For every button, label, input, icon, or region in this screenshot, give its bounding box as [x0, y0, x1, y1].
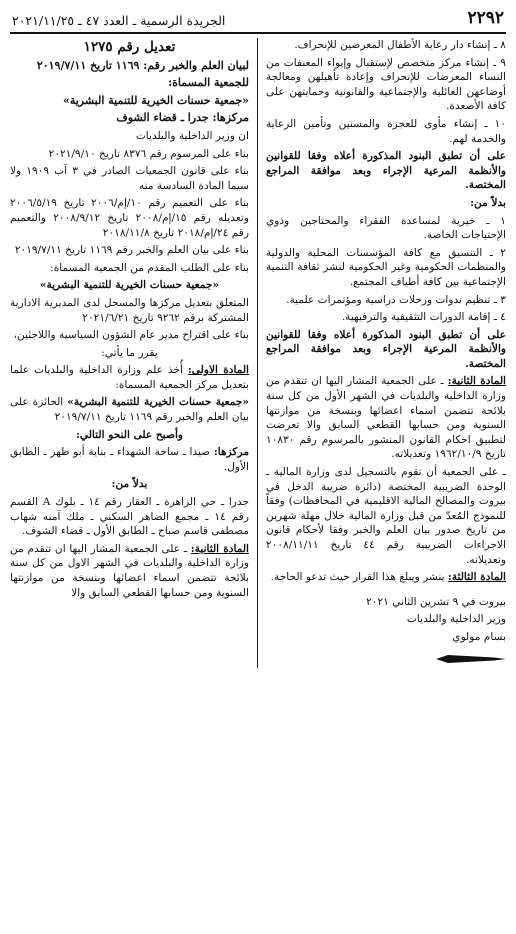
gazette-title: الجريدة الرسمية ـ العدد ٤٧ ـ ٢٠٢١/١١/٢٥ [12, 13, 226, 28]
signature-block [266, 595, 506, 645]
association-name-3: «جمعية حسنات الخيرية للتنمية البشرية» [67, 396, 249, 409]
old-item-1: ١ ـ خيرية لمساعدة الفقراء والمحتاجين وذوي الإحتياجات الخاصة. [266, 214, 506, 242]
association-holder [10, 395, 249, 424]
instead-of-heading-2: بدلاً من: [111, 478, 148, 491]
association-label: للجمعية المسماة: [168, 76, 249, 90]
old-seat: جدرا ـ حي الزاهرة ـ العقار رقم ١٤ ـ بلوك A القسم رقم ١٤ ـ مجمع الضاهر السكني ـ ملك آمنه شهاب مصطفى قاسم صباح ـ الطابق الأول ـ قضاء الشوف. [10, 496, 249, 538]
item-9: ٩ ـ إنشاء مركز متخصص لإستقبال وإيواء المعنفات من النساء المعرضات للإنحراف وإعادة تأهيلهن ومعالجة أوضاعهن العائلية والإجتماعية والقانونية وحمايتهن على كافة الأصعدة. [266, 56, 506, 113]
old-item-2: ٢ ـ التنسيق مع كافة المؤسسات المحلية والدولية والمنظمات الحكومية وغير الحكومية لنشر ثقافة التنمية الإجتماعية بين كافة أطياف المجتمع. [266, 246, 506, 288]
instead-of-heading: بدلاً من: [470, 196, 506, 209]
minister-intro: ان وزير الداخلية والبلديات [135, 129, 249, 142]
item-8: ٨ ـ إنشاء دار رعاية الأطفال المعرضين للإنحراف. [294, 39, 506, 51]
decides-heading: يقرر ما يأتي: [101, 346, 158, 359]
columns [10, 38, 506, 668]
article-one [10, 363, 249, 392]
request-details: المتعلق بتعديل مركزها والمسجل لدى المديرية الادارية المشتركة برقم ٩٢٦٢ تاريخ ٢٠٢١/٦/٢١ [10, 296, 249, 324]
article-one-label: المادة الاولى: [187, 364, 249, 377]
new-seat [10, 445, 249, 474]
whereas-proposal: بناء على اقتراح مدير عام الشؤون السياسية واللاجئين، [13, 329, 249, 342]
amendment-title: تعديل رقم ١٢٧٥ [83, 39, 176, 55]
article-two-left-text: ـ على الجمعية المشار اليها ان تتقدم من وزارة الداخلية والبلديات في الشهر الاول من كل سنة بلائحة تتضمن اسماء اعضائها وبنسخة من موازنتها السنوية ومن حسابها القطعي السابق والا [10, 542, 249, 599]
became-heading: وأصبح على النحو التالي: [75, 428, 184, 441]
page-number: ٢٢٩٢ [467, 8, 504, 28]
article-two-text: ـ على الجمعية المشار اليها ان تتقدم من وزارة الداخلية والبلديات في الشهر الأول من كل سنة بلائحة تتضمن اسماء اعضائها وبنسخة من موازنتها السنوية ومن حسابها القطعي السابق والا تعرضت لتطبيق احكام القانون المنشور بالمرسوم رقم ١٠٨٣٠ تاريخ ١٩٦٢/١٠/٩ وتعديلاته. [266, 375, 506, 461]
whereas-law: بناء على قانون الجمعيات الصادر في ٣ آب ١٩٠٩ ولا سيما المادة السادسة منه [10, 165, 250, 192]
notice-reference: لبيان العلم والخبر رقم: ١١٦٩ تاريخ ٢٠١٩/٧/١١ [36, 58, 249, 72]
association-seat: مركزها: جدرا ـ قضاء الشوف [116, 111, 249, 125]
whereas-decree: بناء على المرسوم رقم ٨٣٧٦ تاريخ ٢٠٢١/٩/١٠ [48, 147, 249, 160]
condition-clause-1: على أن تطبق البنود المذكورة أعلاه وفقا للقوانين والأنظمة المرعية الإجراء وبعد موافقة المراجع المختصة. [266, 150, 506, 192]
end-ornament-icon [436, 654, 506, 664]
article-three-text: ينشر ويبلغ هذا القرار حيث تدعو الحاجة. [270, 571, 448, 584]
right-column [258, 38, 506, 668]
article-two-left [10, 542, 249, 600]
old-item-3: ٣ ـ تنظيم ندوات ورحلات دراسية ومؤتمرات علمية. [286, 293, 506, 306]
new-seat-text: صيدا ـ ساحة الشهداء ـ بناية أبو ظهر ـ الطابق الأول. [10, 446, 249, 473]
article-two [266, 374, 506, 462]
left-column [10, 38, 258, 668]
article-three [266, 570, 506, 585]
whereas-notice: بناء على بيان العلم والخبر رقم ١١٦٩ تاريخ ٢٠١٩/٧/١١ [14, 244, 249, 257]
article-three-label: المادة الثالثة: [447, 571, 506, 584]
page-header [10, 6, 506, 34]
association-name: «جمعية حسنات الخيرية للتنمية البشرية» [62, 93, 249, 107]
condition-clause-2: على أن تطبق البنود المذكورة أعلاه وفقا للقوانين والأنظمة المرعية الإجراء وبعد موافقة المراجع المختصة. [266, 328, 506, 370]
association-name-2: «جمعية حسنات الخيرية للتنمية البشرية» [39, 279, 220, 292]
article-one-text: أُخذ علم وزارة الداخلية والبلديات علما بتعديل مركز الجمعية المسماة: [10, 364, 249, 391]
whereas-request: بناء على الطلب المقدم من الجمعية المسماة: [50, 261, 249, 274]
sign-date: بيروت في ٩ تشرين الثاني ٢٠٢١ [366, 595, 506, 608]
article-two-label: المادة الثانية: [447, 375, 507, 388]
article-two-left-label: المادة الثانية: [190, 542, 250, 555]
tax-registration: ـ على الجمعية أن تقوم بالتسجيل لدى وزارة المالية ـ الوحدة الضريبية المختصة (دائرة ضريبة الدخل في بيروت والمصالح المالية الاقليمية في المحافظات) وفقاً للنموذج المُعدّ من قبل وزارة المالية خلال مهلة شهرين من تاريخ صدور بيان العلم والخبر وفقا لأحكام قانون الاجراءات الضريبية رقم ٤٤ تاريخ ٢٠٠٨/١١/١١ وتعديلاته. [266, 466, 506, 566]
sign-title: وزير الداخلية والبلديات [406, 613, 506, 626]
sign-name: بسام مولوي [452, 630, 506, 643]
whereas-circular: بناء على التعميم رقم ١٠/إم/٢٠٠٦ تاريخ ٢٠٠٦/٥/١٩ وتعديله رقم ١٥/إم/٢٠٠٨ تاريخ ٢٠٠٨/٩/١٢ والتعميم رقم ٢٤/إم/٢٠١٨ تاريخ ٢٠١٨/١١/٨ [10, 197, 249, 239]
new-seat-label: مركزها: [213, 446, 249, 459]
old-item-4: ٤ ـ إقامة الدورات التثقيفية والترفيهية. [341, 311, 506, 324]
item-10: ١٠ ـ إنشاء مأوى للعجزة والمسنين وتأمين الرعاية والخدمة لهم. [266, 117, 506, 145]
holder-text: الحائزة على بيان العلم والخبر رقم ١١٦٩ تاريخ ٢٠١٩/٧/١١ [10, 396, 249, 424]
